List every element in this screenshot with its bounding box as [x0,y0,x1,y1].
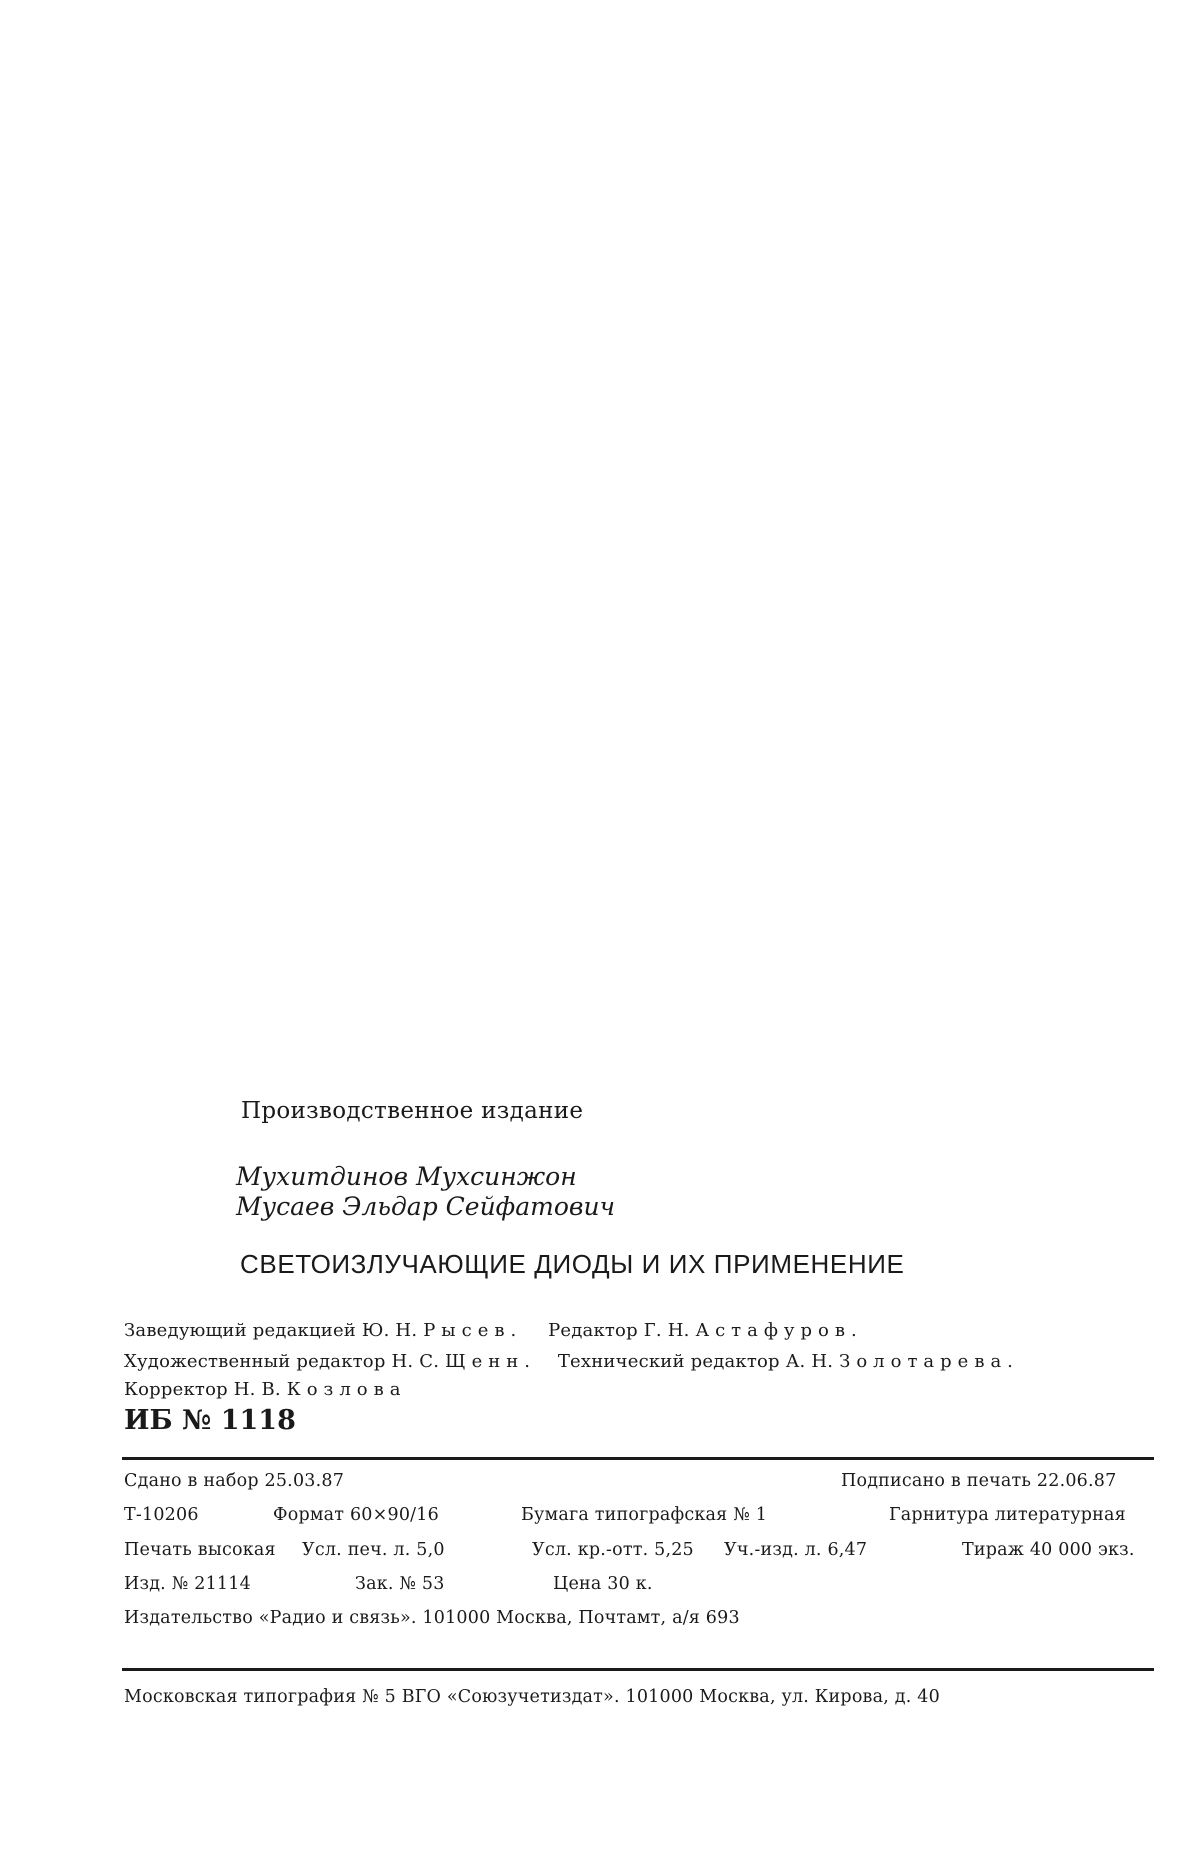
staff-line-2 [124,1351,1019,1372]
circulation: Тираж 40 000 экз. [962,1540,1135,1560]
print-sheets: Усл. печ. л. 5,0 [302,1540,445,1560]
staff-line-1 [124,1320,863,1341]
ib-number: ИБ № 1118 [124,1405,296,1436]
price: Цена 30 к. [553,1574,653,1594]
managing-editor-role: Заведующий редакцией Ю. Н. [124,1320,418,1341]
publisher-sheets: Уч.-изд. л. 6,47 [724,1540,868,1560]
paper: Бумага типографская № 1 [521,1505,768,1525]
book-title: СВЕТОИЗЛУЧАЮЩИЕ ДИОДЫ И ИХ ПРИМЕНЕНИЕ [240,1249,905,1279]
print-method: Печать высокая [124,1540,276,1560]
color-prints: Усл. кр.-отт. 5,25 [532,1540,694,1560]
tech-editor-role: Технический редактор А. Н. [557,1351,834,1372]
author-name: Мусаев Эльдар Сейфатович [236,1192,616,1221]
editor-name: Астафуров. [695,1320,863,1341]
code: Т-10206 [124,1505,199,1525]
proofreader-role: Корректор Н. В. [124,1379,281,1400]
managing-editor-name: Рысев. [423,1320,523,1341]
publisher: Издательство «Радио и связь». 101000 Москва, Почтамт, а/я 693 [124,1608,740,1628]
art-editor-role: Художественный редактор Н. С. [124,1351,440,1372]
typeface: Гарнитура литературная [889,1505,1126,1525]
printer: Московская типография № 5 ВГО «Союзучетиздат». 101000 Москва, ул. Кирова, д. 40 [124,1687,940,1707]
art-editor-name: Щенн. [445,1351,536,1372]
author-name: Мухитдинов Мухсинжон [236,1162,577,1191]
proofreader-name: Козлова [286,1379,407,1400]
order-number: Зак. № 53 [355,1574,445,1594]
staff-line-3 [124,1379,407,1400]
editor-role: Редактор Г. Н. [548,1320,690,1341]
sent-to-set: Сдано в набор 25.03.87 [124,1471,345,1491]
tech-editor-name: Золотарева. [839,1351,1019,1372]
signed-to-print: Подписано в печать 22.06.87 [841,1471,1117,1491]
edition-type: Производственное издание [241,1098,584,1124]
format: Формат 60×90/16 [273,1505,439,1525]
publication-number: Изд. № 21114 [124,1574,251,1594]
bottom-rule [122,1668,1154,1671]
top-rule [122,1457,1154,1460]
